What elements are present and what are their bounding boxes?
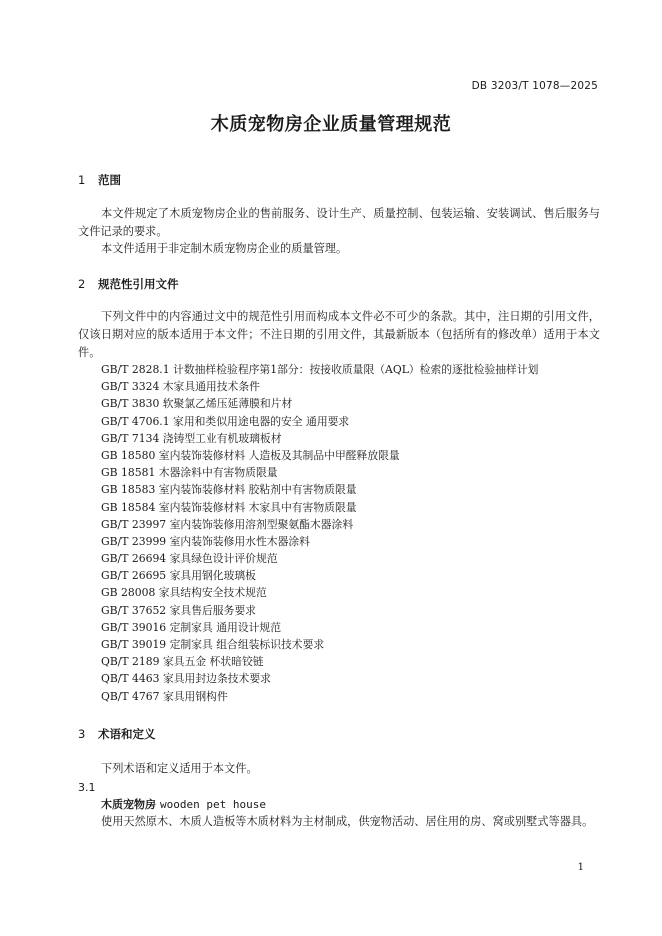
reference-item: GB/T 7134 浇铸型工业有机玻璃板材 <box>101 431 282 445</box>
doc-code: DB 3203/T 1078—2025 <box>471 80 598 92</box>
term-definition: 使用天然原木、木质人造板等木质材料为主材制成，供宠物活动、居住用的房、窝或别墅式等器具。 <box>101 815 594 828</box>
reference-item: GB/T 23999 室内装饰装修用水性木器涂料 <box>101 534 310 548</box>
reference-item: GB 18580 室内装饰装修材料 人造板及其制品中甲醛释放限量 <box>101 448 400 462</box>
reference-item: GB/T 3324 木家具通用技术条件 <box>101 380 260 394</box>
section-3-heading <box>78 726 156 742</box>
reference-item: GB/T 26694 家具绿色设计评价规范 <box>101 552 278 566</box>
section-2-heading <box>78 276 179 292</box>
reference-item: QB/T 2189 家具五金 杯状暗铰链 <box>101 655 264 669</box>
page-number: 1 <box>577 862 584 873</box>
section-1-paragraph-2: 本文件适用于非定制木质宠物房企业的质量管理。 <box>101 242 348 255</box>
document-title: 木质宠物房企业质量管理规范 <box>210 114 452 135</box>
normative-references-list <box>101 361 538 705</box>
reference-item: GB 18581 木器涂料中有害物质限量 <box>101 466 278 480</box>
reference-item: GB/T 4706.1 家用和类似用途电器的安全 通用要求 <box>101 414 350 428</box>
term-english: wooden pet house <box>160 798 266 811</box>
reference-item: GB/T 26695 家具用钢化玻璃板 <box>101 569 256 583</box>
section-1-paragraph-1: 本文件规定了木质宠物房企业的售前服务、设计生产、质量控制、包装运输、安装调试、售后服务与文件记录的要求。 <box>78 207 600 238</box>
subsection-number: 3.1 <box>78 781 96 794</box>
reference-item: GB 18584 室内装饰装修材料 木家具中有害物质限量 <box>101 500 357 514</box>
section-2-paragraph-1: 下列文件中的内容通过文中的规范性引用而构成本文件必不可少的条款。其中，注日期的引用文件，仅该日期对应的版本适用于本文件；不注日期的引用文件，其最新版本（包括所有的修改单）适用于本文件。 <box>78 310 600 359</box>
reference-item: GB/T 39019 定制家具 组合组装标识技术要求 <box>101 638 325 651</box>
reference-item: GB/T 23997 室内装饰装修用溶剂型聚氨酯木器涂料 <box>101 517 354 531</box>
reference-item: GB/T 3830 软聚氯乙烯压延薄膜和片材 <box>101 397 293 411</box>
reference-item: QB/T 4767 家具用钢构件 <box>101 689 228 703</box>
section-2-number: 2 <box>78 277 86 291</box>
section-1-title: 范围 <box>98 173 121 187</box>
section-1-heading <box>78 172 121 188</box>
section-2-title: 规范性引用文件 <box>98 277 179 291</box>
reference-item: GB/T 2828.1 计数抽样检验程序第1部分：按接收质量限（AQL）检索的逐批检验抽样计划 <box>101 363 539 376</box>
section-1-number: 1 <box>78 173 86 187</box>
reference-item: GB 28008 家具结构安全技术规范 <box>101 586 267 600</box>
section-3-title: 术语和定义 <box>98 727 156 741</box>
term-chinese: 木质宠物房 <box>101 798 156 811</box>
reference-item: GB/T 37652 家具售后服务要求 <box>101 603 256 617</box>
section-3-paragraph-1: 下列术语和定义适用于本文件。 <box>101 762 258 775</box>
section-3-number: 3 <box>78 727 86 741</box>
reference-item: QB/T 4463 家具用封边条技术要求 <box>101 672 271 686</box>
reference-item: GB 18583 室内装饰装修材料 胶粘剂中有害物质限量 <box>101 483 357 497</box>
reference-item: GB/T 39016 定制家具 通用设计规范 <box>101 620 282 634</box>
term-entry <box>101 796 266 812</box>
